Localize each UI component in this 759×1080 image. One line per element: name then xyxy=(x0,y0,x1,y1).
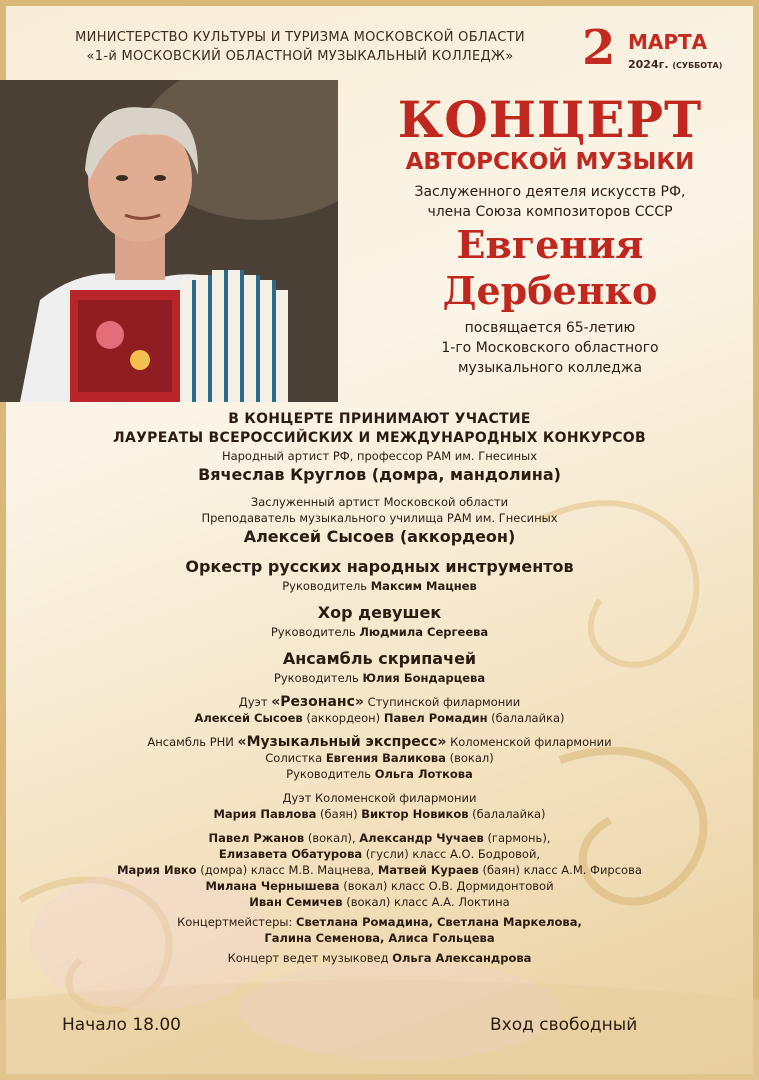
sysoev-name: Алексей Сысоев (аккордеон) xyxy=(243,527,516,546)
ensemble-lead xyxy=(20,766,739,782)
start-time: Начало 18.00 xyxy=(62,1015,181,1035)
duet1-post: Ступинской филармонии xyxy=(367,695,521,709)
date-month: МАРТА xyxy=(628,30,708,54)
duet-kolomna: Дуэт Коломенской филармонии xyxy=(282,791,477,805)
sysoev-title-2: Преподаватель музыкального училища РАМ им. Гнесиных xyxy=(201,511,558,525)
concert-date xyxy=(582,22,742,82)
honor-line-2: члена Союза композиторов СССР xyxy=(427,204,673,220)
s6-inst: (вокал) класс О.В. Дормидонтовой xyxy=(343,879,554,893)
choir-lead-label: Руководитель xyxy=(270,625,356,639)
s5-name: Матвей Кураев xyxy=(377,863,479,877)
soloists-line-3 xyxy=(20,862,739,878)
choir-lead-name: Людмила Сергеева xyxy=(359,625,489,639)
participants-heading-1: В КОНЦЕРТЕ ПРИНИМАЮТ УЧАСТИЕ xyxy=(228,411,531,427)
host-label: Концерт ведет музыковед xyxy=(227,951,389,965)
portrait-illustration-icon xyxy=(0,80,338,402)
duet1-p1: Алексей Сысоев xyxy=(194,711,303,725)
duet1-pre: Дуэт xyxy=(238,695,268,709)
ensemble-soloist xyxy=(20,750,739,766)
host-line xyxy=(20,950,739,966)
dedication xyxy=(350,318,750,378)
duet2-p2: Виктор Новиков xyxy=(361,807,469,821)
ens-pre: Ансамбль РНИ xyxy=(147,735,234,749)
duet1-name: «Резонанс» xyxy=(271,694,364,710)
s3-name: Елизавета Обатурова xyxy=(218,847,363,861)
composer-first-name: Евгения xyxy=(456,222,644,267)
concert-title-block xyxy=(350,92,750,378)
s4-name: Мария Ивко xyxy=(117,863,197,877)
sysoev-title-1: Заслуженный артист Московской области xyxy=(250,495,509,509)
s2-name: Александр Чучаев xyxy=(359,831,484,845)
accomp-label: Концертмейстеры: xyxy=(177,915,293,929)
ens-solo-inst: (вокал) xyxy=(449,751,494,765)
ministry-line: МИНИСТЕРСТВО КУЛЬТУРЫ И ТУРИЗМА МОСКОВСКОЙ ОБЛАСТИ xyxy=(75,30,525,45)
violins-lead-name: Юлия Бондарцева xyxy=(362,671,486,685)
ens-name: «Музыкальный экспресс» xyxy=(237,734,447,750)
composer-last-name: Дербенко xyxy=(442,268,658,313)
title-concert: КОНЦЕРТ xyxy=(397,90,703,149)
s6-name: Милана Чернышева xyxy=(205,879,340,893)
choir-name: Хор девушек xyxy=(317,603,442,622)
program-list xyxy=(20,410,739,966)
kruglov-name: Вячеслав Круглов (домра, мандолина) xyxy=(198,465,561,484)
date-day: 2 xyxy=(582,20,616,76)
duet-kolomna-members xyxy=(20,806,739,822)
s4-inst: (домра) класс М.В. Мацнева, xyxy=(200,863,375,877)
s3-inst: (гусли) класс А.О. Бодровой, xyxy=(365,847,541,861)
ensemble-express xyxy=(20,734,739,750)
date-weekday: (СУББОТА) xyxy=(672,61,723,70)
soloists-line-5 xyxy=(20,894,739,910)
orchestra-lead-name: Максим Мацнев xyxy=(370,579,477,593)
ens-solo-label: Солистка xyxy=(265,751,323,765)
duet1-p2-inst: (балалайка) xyxy=(491,711,565,725)
accompanists-line-1 xyxy=(20,914,739,930)
duet-resonance-members xyxy=(20,710,739,726)
date-year-value: 2024г. xyxy=(628,58,669,71)
duet2-p1: Мария Павлова xyxy=(213,807,317,821)
s5-inst: (баян) класс А.М. Фирсова xyxy=(482,863,642,877)
dedication-line-1: посвящается 65-летию xyxy=(464,320,636,336)
violins-name: Ансамбль скрипачей xyxy=(282,649,477,668)
host-name: Ольга Александрова xyxy=(392,951,532,965)
duet1-p2: Павел Ромадин xyxy=(383,711,488,725)
duet2-p1-inst: (баян) xyxy=(320,807,358,821)
participants-heading-2: ЛАУРЕАТЫ ВСЕРОССИЙСКИХ И МЕЖДУНАРОДНЫХ КОНКУРСОВ xyxy=(113,430,646,446)
s7-inst: (вокал) класс А.А. Локтина xyxy=(346,895,510,909)
duet-resonance xyxy=(20,694,739,710)
soloists-line-1 xyxy=(20,830,739,846)
accomp-2: Галина Семенова, Алиса Гольцева xyxy=(264,931,495,945)
dedication-line-2: 1-го Московского областного xyxy=(441,340,659,356)
orchestra-lead xyxy=(20,578,739,594)
choir-lead xyxy=(20,624,739,640)
organizer-header xyxy=(40,28,560,66)
s2-inst: (гармонь), xyxy=(487,831,551,845)
dedication-line-3: музыкального колледжа xyxy=(457,360,643,376)
date-year xyxy=(628,58,722,71)
accomp-1: Светлана Ромадина, Светлана Маркелова, xyxy=(296,915,582,929)
free-entry: Вход свободный xyxy=(490,1015,638,1035)
violins-lead xyxy=(20,670,739,686)
composer-honors xyxy=(350,182,750,222)
s1-inst: (вокал), xyxy=(307,831,356,845)
s1-name: Павел Ржанов xyxy=(208,831,305,845)
soloists-line-2 xyxy=(20,846,739,862)
man-with-accordion-photo xyxy=(0,80,338,402)
s7-name: Иван Семичев xyxy=(249,895,343,909)
accompanists-line-2 xyxy=(20,930,739,946)
soloists-line-4 xyxy=(20,878,739,894)
orchestra-lead-label: Руководитель xyxy=(282,579,368,593)
ens-lead-label: Руководитель xyxy=(286,767,372,781)
kruglov-title: Народный артист РФ, профессор РАМ им. Гнесиных xyxy=(221,449,538,463)
ens-post: Коломенской филармонии xyxy=(450,735,612,749)
violins-lead-label: Руководитель xyxy=(273,671,359,685)
honor-line-1: Заслуженного деятеля искусств РФ, xyxy=(414,184,686,200)
orchestra-name: Оркестр русских народных инструментов xyxy=(185,557,574,576)
college-line: «1-й МОСКОВСКИЙ ОБЛАСТНОЙ МУЗЫКАЛЬНЫЙ КОЛЛЕДЖ» xyxy=(86,49,514,64)
duet2-p2-inst: (балалайка) xyxy=(472,807,546,821)
ens-lead: Ольга Лоткова xyxy=(374,767,473,781)
title-author-music: АВТОРСКОЙ МУЗЫКИ xyxy=(405,149,695,175)
ens-solo: Евгения Валикова xyxy=(325,751,446,765)
duet1-p1-inst: (аккордеон) xyxy=(306,711,381,725)
